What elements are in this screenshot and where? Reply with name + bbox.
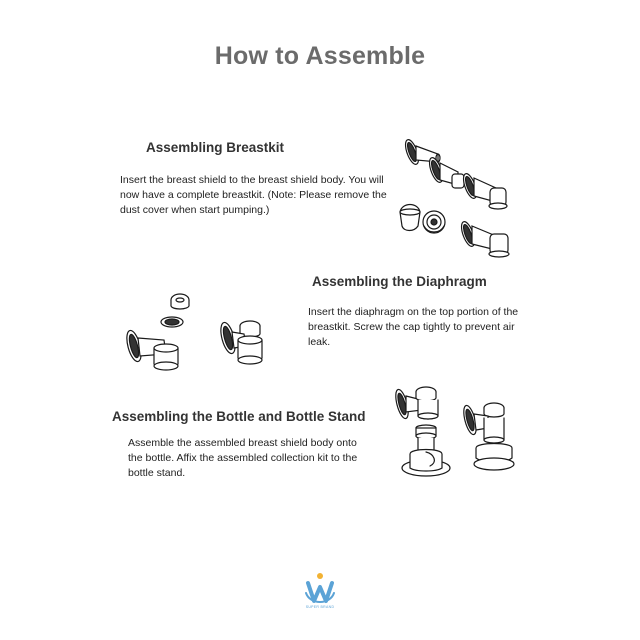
bottle-stand-assembly-illustration-icon bbox=[392, 382, 516, 488]
section-heading-diaphragm: Assembling the Diaphragm bbox=[312, 274, 487, 289]
breastkit-assembly-illustration-icon bbox=[392, 130, 530, 265]
page-title: How to Assemble bbox=[214, 42, 426, 70]
section-body-bottle-stand: Assemble the assembled breast shield body onto the bottle. Affix the assembled collection kit to the bottle stand. bbox=[128, 437, 358, 479]
section-body-breastkit: Insert the breast shield to the breast shield body. You will now have a complete breastkit. (Note: Please remove the dust cover when start pumping.) bbox=[120, 174, 387, 216]
section-heading-breastkit: Assembling Breastkit bbox=[146, 140, 285, 155]
section-heading-bottle-stand: Assembling the Bottle and Bottle Stand bbox=[112, 409, 366, 424]
diaphragm-assembly-illustration-icon bbox=[112, 290, 272, 378]
section-body-diaphragm: Insert the diaphragm on the top portion of the breastkit. Screw the cap tightly to prevent air leak. bbox=[308, 306, 519, 348]
brand-logo-caption: SUPER BRAND bbox=[305, 605, 335, 609]
